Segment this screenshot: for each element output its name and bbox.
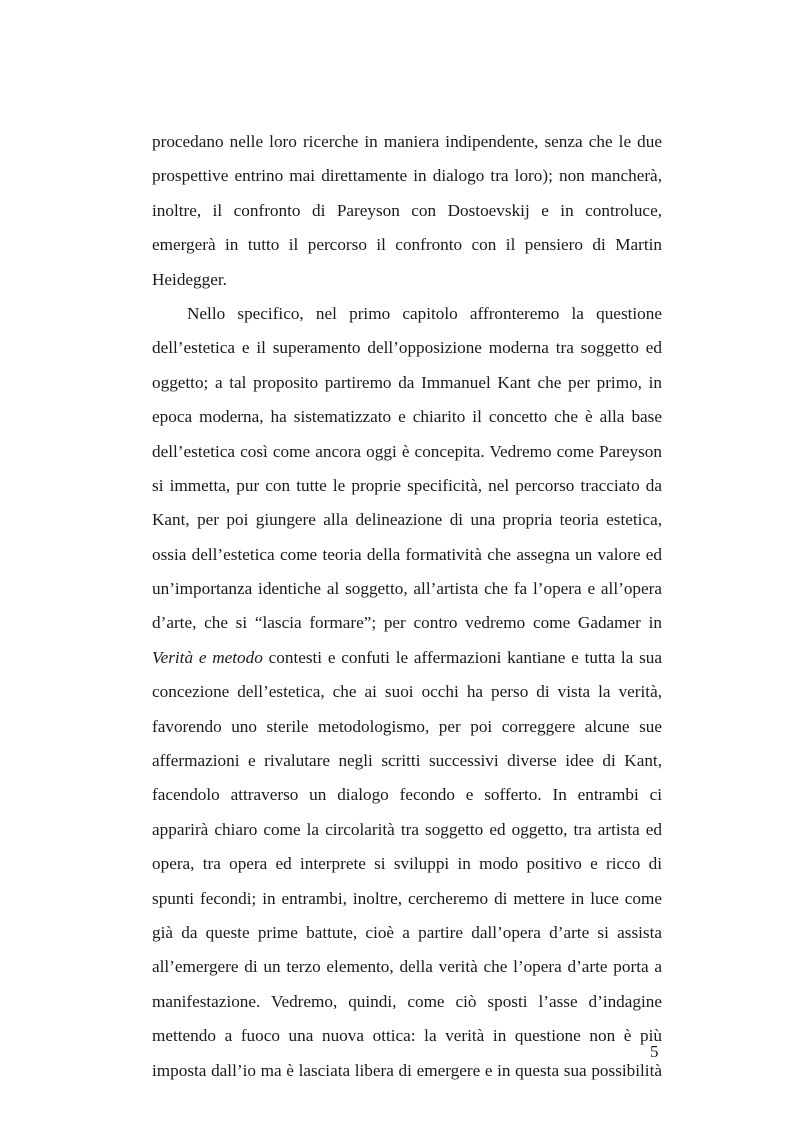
text-line: all’emergere di un terzo elemento, della verità che l’opera d’arte porta a (152, 957, 662, 977)
text-line: apparirà chiaro come la circolarità tra soggetto ed oggetto, tra artista ed (152, 819, 662, 839)
text-line: procedano nelle loro ricerche in maniera indipendente, senza che le due (152, 132, 662, 151)
text-line: opera, tra opera ed interprete si sviluppi in modo positivo e ricco di (152, 854, 662, 874)
text-line: emergerà in tutto il percorso il confronto con il pensiero di Martin (152, 235, 662, 255)
text-line: mettendo a fuoco una nuova ottica: la verità in questione non è più (152, 1026, 662, 1046)
book-title: Verità e metodo (152, 647, 263, 667)
text-line: Heidegger. (152, 269, 227, 289)
text-line: manifestazione. Vedremo, quindi, come ciò sposti l’asse d’indagine (152, 991, 662, 1011)
body-text (152, 125, 662, 1088)
text-line: spunti fecondi; in entrambi, inoltre, cercheremo di mettere in luce come (152, 888, 662, 908)
text-line: d’arte, che si “lascia formare”; per contro vedremo come Gadamer in (152, 613, 662, 633)
text-line: si immetta, pur con tutte le proprie specificità, nel percorso tracciato da (152, 475, 662, 495)
text-line: un’importanza identiche al soggetto, all’artista che fa l’opera e all’opera (152, 579, 662, 599)
text-line: Kant, per poi giungere alla delineazione di una propria teoria estetica, (152, 510, 662, 530)
text-line-with-title (152, 641, 662, 675)
text-line: facendolo attraverso un dialogo fecondo e sofferto. In entrambi ci (152, 785, 662, 805)
text-line: concezione dell’estetica, che ai suoi occhi ha perso di vista la verità, (152, 682, 662, 702)
text-line: Nello specifico, nel primo capitolo affronteremo la questione (187, 303, 662, 323)
text-line: favorendo uno sterile metodologismo, per poi correggere alcune sue (152, 716, 662, 736)
text-line: affermazioni e rivalutare negli scritti successivi diverse idee di Kant, (152, 751, 662, 771)
text-line: dell’estetica così come ancora oggi è concepita. Vedremo come Pareyson (152, 441, 662, 461)
text-line: dell’estetica e il superamento dell’opposizione moderna tra soggetto ed (152, 338, 662, 358)
text-line: ossia dell’estetica come teoria della formatività che assegna un valore ed (152, 544, 662, 564)
text-line: prospettive entrino mai direttamente in dialogo tra loro); non mancherà, (152, 166, 662, 186)
text-line: oggetto; a tal proposito partiremo da Immanuel Kant che per primo, in (152, 372, 662, 392)
text-line-rest: contesti e confuti le affermazioni kantiane e tutta la sua (262, 647, 662, 667)
text-line: già da queste prime battute, cioè a partire dall’opera d’arte si assista (152, 922, 662, 942)
text-line: epoca moderna, ha sistematizzato e chiarito il concetto che è alla base (152, 407, 662, 427)
text-line: imposta dall’io ma è lasciata libera di emergere e in questa sua possibilità (152, 1060, 662, 1080)
text-line: inoltre, il confronto di Pareyson con Dostoevskij e in controluce, (152, 200, 662, 220)
page-number: 5 (650, 1042, 659, 1061)
